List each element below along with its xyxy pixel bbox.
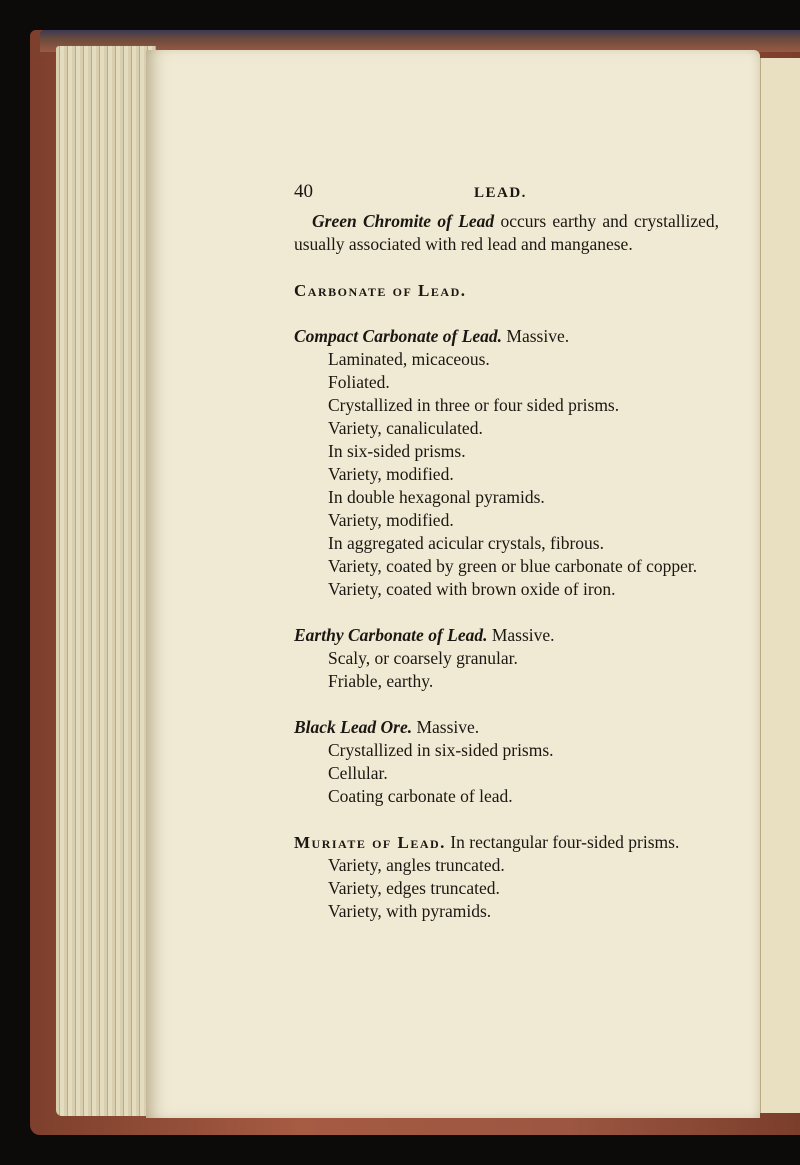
intro-paragraph [294,210,719,256]
list-item: Coating carbonate of lead. [328,786,513,806]
page-number: 40 [294,181,313,202]
list-item: Cellular. [328,763,388,783]
list-item: Scaly, or coarsely granular. [328,648,518,668]
list-item: In double hexagonal pyramids. [328,487,545,507]
page-header [294,180,719,210]
list-item: Variety, canaliculated. [328,418,483,438]
list-item: In six-sided prisms. [328,441,466,461]
list-item: Crystallized in six-sided prisms. [328,740,554,760]
list-item: Crystallized in three or four sided prisms. [328,395,620,415]
entry-name: Black Lead Ore. [294,717,413,737]
entry-name: Compact Carbonate of Lead. [294,326,503,346]
entry-name: Earthy Carbonate of Lead. [294,625,488,645]
list-item: Friable, earthy. [328,671,434,691]
entry-first: In rectangular four-sided prisms. [450,832,680,852]
page-edges [56,46,156,1116]
entry-muriate [294,831,719,854]
list-item: Variety, with pyramids. [328,901,492,921]
mineral-name: Green Chromite of Lead [312,211,495,231]
list-item: Variety, edges truncated. [328,878,500,898]
entry-name: Muriate of Lead. [294,833,446,852]
section-heading: Carbonate of Lead. [294,281,467,300]
entry-first: Massive. [506,326,570,346]
facing-page-edge [760,58,800,1113]
entry-black [294,716,719,739]
page-text [294,180,719,923]
entry-earthy [294,624,719,647]
entry-first: Massive. [416,717,480,737]
list-item: Foliated. [328,372,390,392]
entry-compact [294,325,719,348]
list-item: Variety, modified. [328,510,454,530]
list-item: Variety, angles truncated. [328,855,505,875]
list-item: Variety, coated by green or blue carbonate of copper. [328,556,698,576]
intro-text: occurs earthy and crystallized, usually associated with red lead and manganese. [294,211,719,254]
list-item: Variety, modified. [328,464,454,484]
list-item: Variety, coated with brown oxide of iron. [328,579,616,599]
entry-first: Massive. [491,625,555,645]
list-item: In aggregated acicular crystals, fibrous. [328,533,604,553]
list-item: Laminated, micaceous. [328,349,490,369]
running-head: LEAD. [474,185,527,201]
